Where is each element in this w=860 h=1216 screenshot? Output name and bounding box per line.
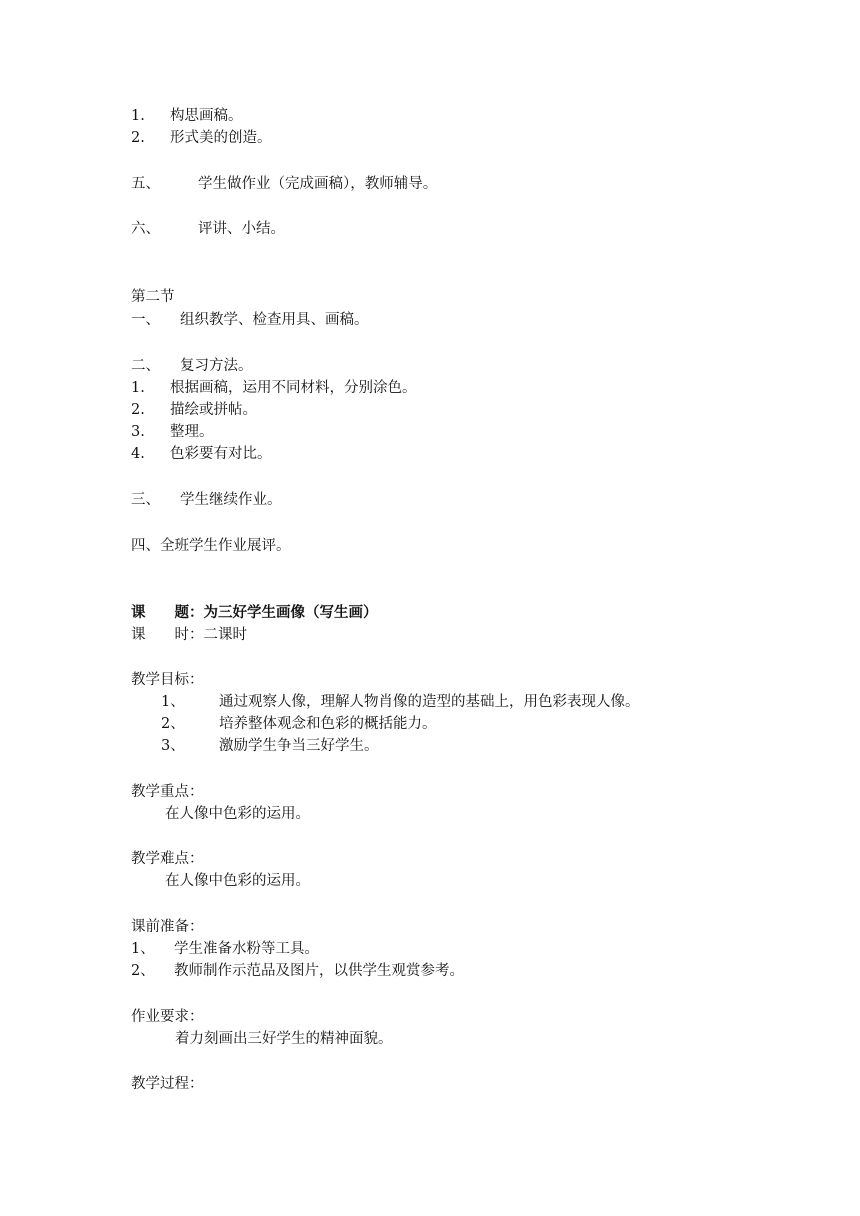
item-number: 1. xyxy=(131,380,145,396)
goal-text: 通过观察人像，理解人物肖像的造型的基础上，用色彩表现人像。 xyxy=(219,694,640,710)
section-title: 第二节 xyxy=(131,289,175,305)
goal-item xyxy=(161,714,437,734)
goal-item xyxy=(161,692,640,712)
goal-number: 2、 xyxy=(161,716,185,732)
item-text: 描绘或拼帖。 xyxy=(170,402,257,418)
item-text: 色彩要有对比。 xyxy=(170,446,272,462)
goal-text: 激励学生争当三好学生。 xyxy=(219,738,379,754)
item-text: 构思画稿。 xyxy=(170,108,243,124)
topic-label: 课 题： xyxy=(131,604,204,621)
step-one xyxy=(131,310,369,330)
step-number: 一、 xyxy=(131,312,160,328)
prep-item xyxy=(131,961,464,981)
hours-label: 课 时： xyxy=(131,627,204,643)
step-number: 二、 xyxy=(131,358,160,374)
item-number: 3. xyxy=(131,424,145,440)
goal-text: 培养整体观念和色彩的概括能力。 xyxy=(219,716,437,732)
step-text: 学生做作业（完成画稿），教师辅导。 xyxy=(198,176,438,192)
list-item xyxy=(131,444,272,464)
list-item xyxy=(131,128,272,148)
prep-item xyxy=(131,939,319,959)
step-number: 六、 xyxy=(131,221,160,237)
goal-number: 1、 xyxy=(161,694,185,710)
topic-value: 为三好学生画像（写生画） xyxy=(203,604,378,621)
list-item xyxy=(131,378,417,398)
step-text: 复习方法。 xyxy=(180,358,253,374)
step-text: 学生继续作业。 xyxy=(180,492,282,508)
homework-text: 着力刻画出三好学生的精神面貌。 xyxy=(175,1031,393,1047)
goals-heading: 教学目标： xyxy=(131,672,204,688)
step-five xyxy=(131,174,437,194)
step-six xyxy=(131,219,285,239)
prep-number: 1、 xyxy=(131,941,155,957)
process-heading: 教学过程： xyxy=(131,1076,204,1092)
focus-text: 在人像中色彩的运用。 xyxy=(165,806,310,822)
list-item xyxy=(131,106,243,126)
step-three xyxy=(131,490,282,510)
list-item xyxy=(131,422,214,442)
hours-value: 二课时 xyxy=(203,627,247,643)
step-four: 四、全班学生作业展评。 xyxy=(131,538,291,554)
step-text: 评讲、小结。 xyxy=(198,221,285,237)
prep-number: 2、 xyxy=(131,963,155,979)
step-text: 组织教学、检查用具、画稿。 xyxy=(180,312,369,328)
item-number: 2. xyxy=(131,130,145,146)
lesson-hours xyxy=(131,625,247,645)
list-item xyxy=(131,400,257,420)
step-number: 五、 xyxy=(131,176,160,192)
item-number: 2. xyxy=(131,402,145,418)
item-number: 1. xyxy=(131,108,145,124)
goal-number: 3、 xyxy=(161,738,185,754)
difficulty-text: 在人像中色彩的运用。 xyxy=(165,873,310,889)
prep-text: 学生准备水粉等工具。 xyxy=(174,941,319,957)
prep-heading: 课前准备： xyxy=(131,919,204,935)
item-text: 形式美的创造。 xyxy=(170,130,272,146)
step-number: 三、 xyxy=(131,492,160,508)
item-text: 根据画稿，运用不同材料，分别涂色。 xyxy=(170,380,417,396)
lesson-topic xyxy=(131,603,378,623)
focus-heading: 教学重点： xyxy=(131,784,204,800)
homework-heading: 作业要求： xyxy=(131,1009,204,1025)
item-text: 整理。 xyxy=(170,424,214,440)
prep-text: 教师制作示范品及图片，以供学生观赏参考。 xyxy=(174,963,464,979)
goal-item xyxy=(161,736,379,756)
step-two xyxy=(131,356,253,376)
difficulty-heading: 教学难点： xyxy=(131,851,204,867)
item-number: 4. xyxy=(131,446,145,462)
